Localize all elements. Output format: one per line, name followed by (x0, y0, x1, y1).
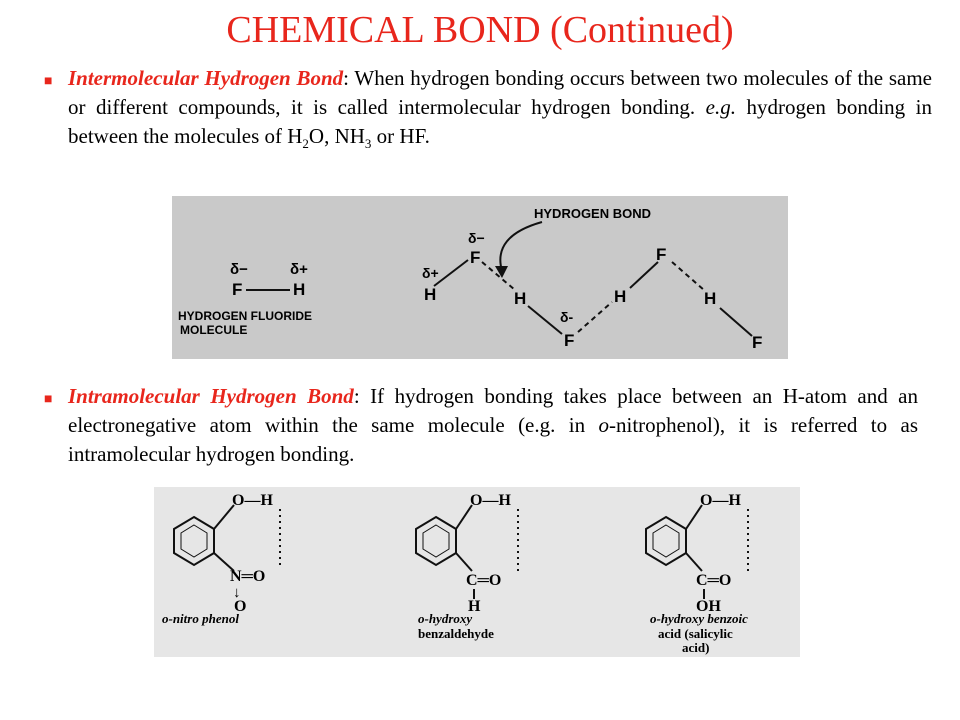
delta-plus-label: δ+ (290, 261, 308, 278)
covalent-bond (630, 262, 658, 288)
caption-o-nitrophenol: o-nitro phenol (162, 611, 239, 626)
bond (214, 505, 234, 529)
delta-minus-label: δ− (468, 230, 485, 246)
benzene-inner-ring (181, 525, 207, 557)
c-o-group: C═O (466, 572, 502, 589)
benzene-ring (416, 517, 456, 565)
atom-h: H (614, 287, 627, 306)
atom-f: F (752, 333, 763, 352)
hf-caption-line2: MOLECULE (180, 323, 248, 337)
paragraph-text: or HF. (371, 124, 430, 148)
delta-plus-label: δ+ (422, 265, 439, 281)
o-h-group: O—H (470, 492, 511, 509)
atom-f: F (564, 331, 575, 350)
hf-diagram (172, 196, 788, 359)
delta-minus-label: δ- (560, 309, 574, 325)
o-h-group: O—H (700, 492, 741, 509)
intramolecular-paragraph (68, 382, 918, 469)
intermolecular-term: Intermolecular Hydrogen Bond (68, 66, 344, 90)
atom-h: H (468, 598, 481, 615)
hydrogen-fluoride-figure (172, 196, 788, 359)
caption-acid: acid) (682, 640, 710, 655)
term-separator: : (353, 384, 371, 408)
atom-f: F (232, 280, 243, 299)
caption-o-hydroxy: o-hydroxy (418, 611, 473, 626)
benzene-ring (174, 517, 214, 565)
caption-o-hydroxy-benzoic: o-hydroxy benzoic (650, 611, 748, 626)
c-o-group: C═O (696, 572, 732, 589)
atom-h: H (514, 289, 527, 308)
benzene-inner-ring (423, 525, 449, 557)
o-h-group: O—H (232, 492, 273, 509)
covalent-bond (434, 260, 468, 286)
intramolecular-term: Intramolecular Hydrogen Bond (68, 384, 354, 408)
bullet-marker-1: ■ (44, 74, 53, 89)
intermolecular-paragraph (68, 64, 932, 158)
delta-minus-label: δ− (230, 261, 248, 278)
paragraph-text: -nitrophenol), it is referred to as intramolecular hydrogen bonding. (68, 413, 918, 466)
paragraph-text: O, NH (308, 124, 365, 148)
hydrogen-bond-dashed (672, 262, 704, 290)
term-separator: : (343, 66, 355, 90)
benzene-ring (646, 517, 686, 565)
bullet-marker-2: ■ (44, 392, 53, 407)
atom-h: H (704, 289, 717, 308)
bond (686, 553, 702, 571)
hf-caption-line1: HYDROGEN FLUORIDE (178, 309, 313, 323)
hydrogen-bond-dashed (578, 302, 612, 332)
paragraph-text: When hydrogen bonding occurs between two molecules of the same or different compounds, it is called intermolecular hydrogen bonding. (68, 66, 932, 119)
atom-f: F (656, 245, 667, 264)
paragraph-text: If hydrogen bonding takes place between an H-atom and an electronegative atom within the same molecule (e.g. in (68, 384, 918, 437)
page-title: CHEMICAL BOND (Continued) (226, 9, 734, 51)
n-o-group: N═O (230, 568, 266, 585)
atom-h: H (293, 280, 306, 299)
intramolecular-figure (154, 487, 800, 657)
caption-benzaldehyde: benzaldehyde (418, 626, 494, 641)
oh-group: OH (696, 598, 721, 615)
bond (456, 553, 472, 571)
covalent-bond (720, 308, 752, 336)
atom-h: H (424, 285, 437, 304)
pointer-arrowhead (495, 266, 508, 278)
benzene-inner-ring (653, 525, 679, 557)
covalent-bond (528, 306, 562, 334)
atom-o: O (234, 598, 247, 615)
ortho-prefix: o (598, 413, 610, 437)
eg-text: e.g. (705, 95, 736, 119)
arrow-glyph: ↓ (233, 585, 241, 601)
paragraph-text: hydrogen bonding in between the molecules of H (68, 95, 932, 148)
atom-f: F (470, 248, 481, 267)
caption-salicylic: acid (salicylic (658, 626, 733, 641)
pointer-line (500, 222, 542, 271)
hydrogen-bond-label: HYDROGEN BOND (534, 206, 652, 221)
subscript: 3 (364, 136, 372, 152)
subscript: 2 (302, 136, 309, 152)
intramolecular-diagram (154, 487, 800, 657)
